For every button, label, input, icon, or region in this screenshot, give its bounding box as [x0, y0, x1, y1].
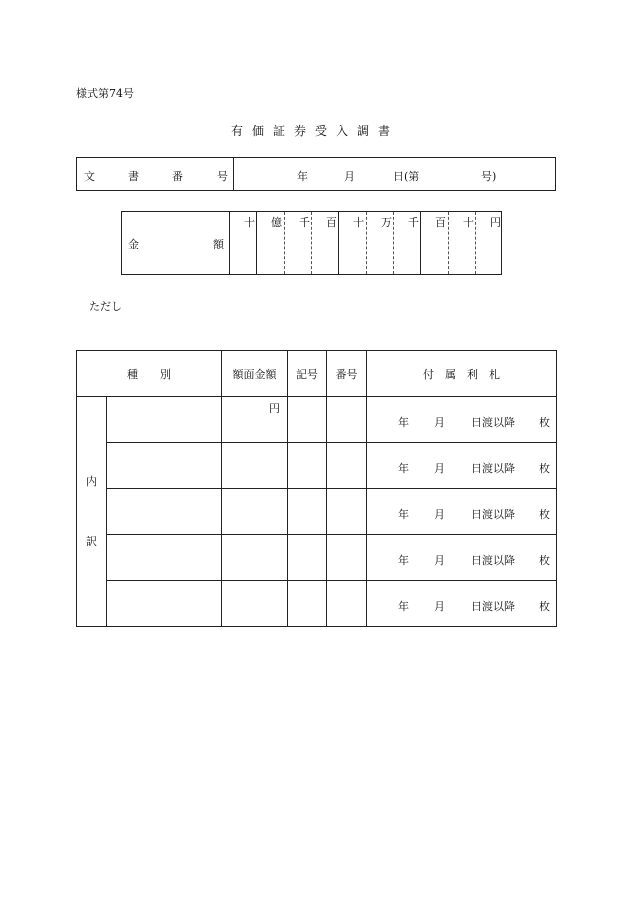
symbol-cell[interactable] [288, 535, 327, 581]
coupon-after: 日渡以降 [471, 554, 515, 567]
amount-digit-label: 百 [435, 216, 446, 229]
coupon-after: 日渡以降 [471, 416, 515, 429]
coupon-count: 枚 [539, 462, 550, 475]
amount-dashed-separator [284, 212, 285, 274]
doc-number-label-char: 書 [128, 170, 139, 183]
coupon-year: 年 [398, 554, 409, 567]
proviso-label: ただし [89, 300, 122, 313]
symbol-cell[interactable] [288, 397, 327, 443]
number-cell[interactable] [327, 535, 367, 581]
number-header: 番号 [327, 351, 367, 397]
coupon-month: 月 [434, 600, 445, 613]
doc-number-divider [233, 158, 234, 190]
table-header-row [77, 351, 557, 397]
breakdown-label-char: 内 [86, 474, 97, 488]
amount-digit-label: 万 [381, 216, 392, 229]
amount-digit-label: 十 [244, 216, 255, 229]
breakdown-label-cell [77, 397, 107, 627]
coupon-count: 枚 [539, 554, 550, 567]
amount-separator [256, 212, 257, 274]
table-row [77, 581, 557, 627]
document-number-row [76, 157, 556, 191]
symbol-cell[interactable] [288, 489, 327, 535]
amount-grid [121, 211, 502, 275]
number-cell[interactable] [327, 489, 367, 535]
coupon-year: 年 [398, 600, 409, 613]
doc-number-label-char: 号 [217, 170, 228, 183]
amount-dashed-separator [475, 212, 476, 274]
coupon-after: 日渡以降 [471, 600, 515, 613]
coupon-month: 月 [434, 554, 445, 567]
amount-separator [420, 212, 421, 274]
symbol-cell[interactable] [288, 581, 327, 627]
coupon-month: 月 [434, 416, 445, 429]
kind-cell[interactable] [107, 581, 222, 627]
coupon-cell[interactable] [367, 489, 557, 535]
coupon-month: 月 [434, 508, 445, 521]
amount-dashed-separator [366, 212, 367, 274]
amount-label-char: 金 [128, 238, 139, 251]
coupon-year: 年 [398, 508, 409, 521]
breakdown-label-char: 訳 [86, 534, 97, 548]
securities-detail-table [76, 350, 557, 627]
amount-label-char: 額 [213, 238, 224, 251]
amount-dashed-separator [448, 212, 449, 274]
number-cell[interactable] [327, 581, 367, 627]
number-cell[interactable] [327, 397, 367, 443]
face-value-header: 額面金額 [222, 351, 288, 397]
day-number-label: 日(第 [393, 170, 420, 183]
kind-cell[interactable] [107, 443, 222, 489]
table-row [77, 443, 557, 489]
symbol-cell[interactable] [288, 443, 327, 489]
coupon-year: 年 [398, 462, 409, 475]
table-row [77, 397, 557, 443]
kind-cell[interactable] [107, 535, 222, 581]
coupon-year: 年 [398, 416, 409, 429]
amount-dashed-separator [393, 212, 394, 274]
amount-digit-label: 百 [326, 216, 337, 229]
coupon-count: 枚 [539, 416, 550, 429]
face-value-cell[interactable] [222, 581, 288, 627]
month-label: 月 [344, 170, 355, 183]
coupon-month: 月 [434, 462, 445, 475]
face-value-cell[interactable] [222, 443, 288, 489]
doc-number-label-char: 文 [84, 170, 95, 183]
amount-digit-label: 億 [271, 216, 282, 229]
kind-cell[interactable] [107, 397, 222, 443]
amount-separator [338, 212, 339, 274]
amount-dashed-separator [311, 212, 312, 274]
table-row [77, 535, 557, 581]
yen-unit: 円 [269, 402, 280, 415]
coupon-header: 付 属 利 札 [367, 351, 557, 397]
number-cell[interactable] [327, 443, 367, 489]
coupon-count: 枚 [539, 508, 550, 521]
coupon-cell[interactable] [367, 535, 557, 581]
amount-digit-label: 千 [299, 216, 310, 229]
document-title: 有価証券受入調書 [230, 124, 399, 138]
coupon-count: 枚 [539, 600, 550, 613]
doc-number-label-char: 番 [172, 170, 183, 183]
kind-header: 種 別 [77, 351, 222, 397]
coupon-after: 日渡以降 [471, 508, 515, 521]
number-suffix-label: 号) [481, 170, 497, 183]
face-value-cell[interactable] [222, 397, 288, 443]
symbol-header: 記号 [288, 351, 327, 397]
amount-digit-label: 十 [463, 216, 474, 229]
amount-separator [229, 212, 230, 274]
year-label: 年 [297, 170, 308, 183]
face-value-cell[interactable] [222, 535, 288, 581]
coupon-cell[interactable] [367, 443, 557, 489]
face-value-cell[interactable] [222, 489, 288, 535]
amount-digit-label: 千 [408, 216, 419, 229]
amount-digit-label: 十 [353, 216, 364, 229]
amount-digit-label: 円 [490, 216, 501, 229]
form-number: 様式第74号 [76, 87, 134, 100]
coupon-cell[interactable] [367, 397, 557, 443]
kind-cell[interactable] [107, 489, 222, 535]
coupon-cell[interactable] [367, 581, 557, 627]
table-row [77, 489, 557, 535]
coupon-after: 日渡以降 [471, 462, 515, 475]
